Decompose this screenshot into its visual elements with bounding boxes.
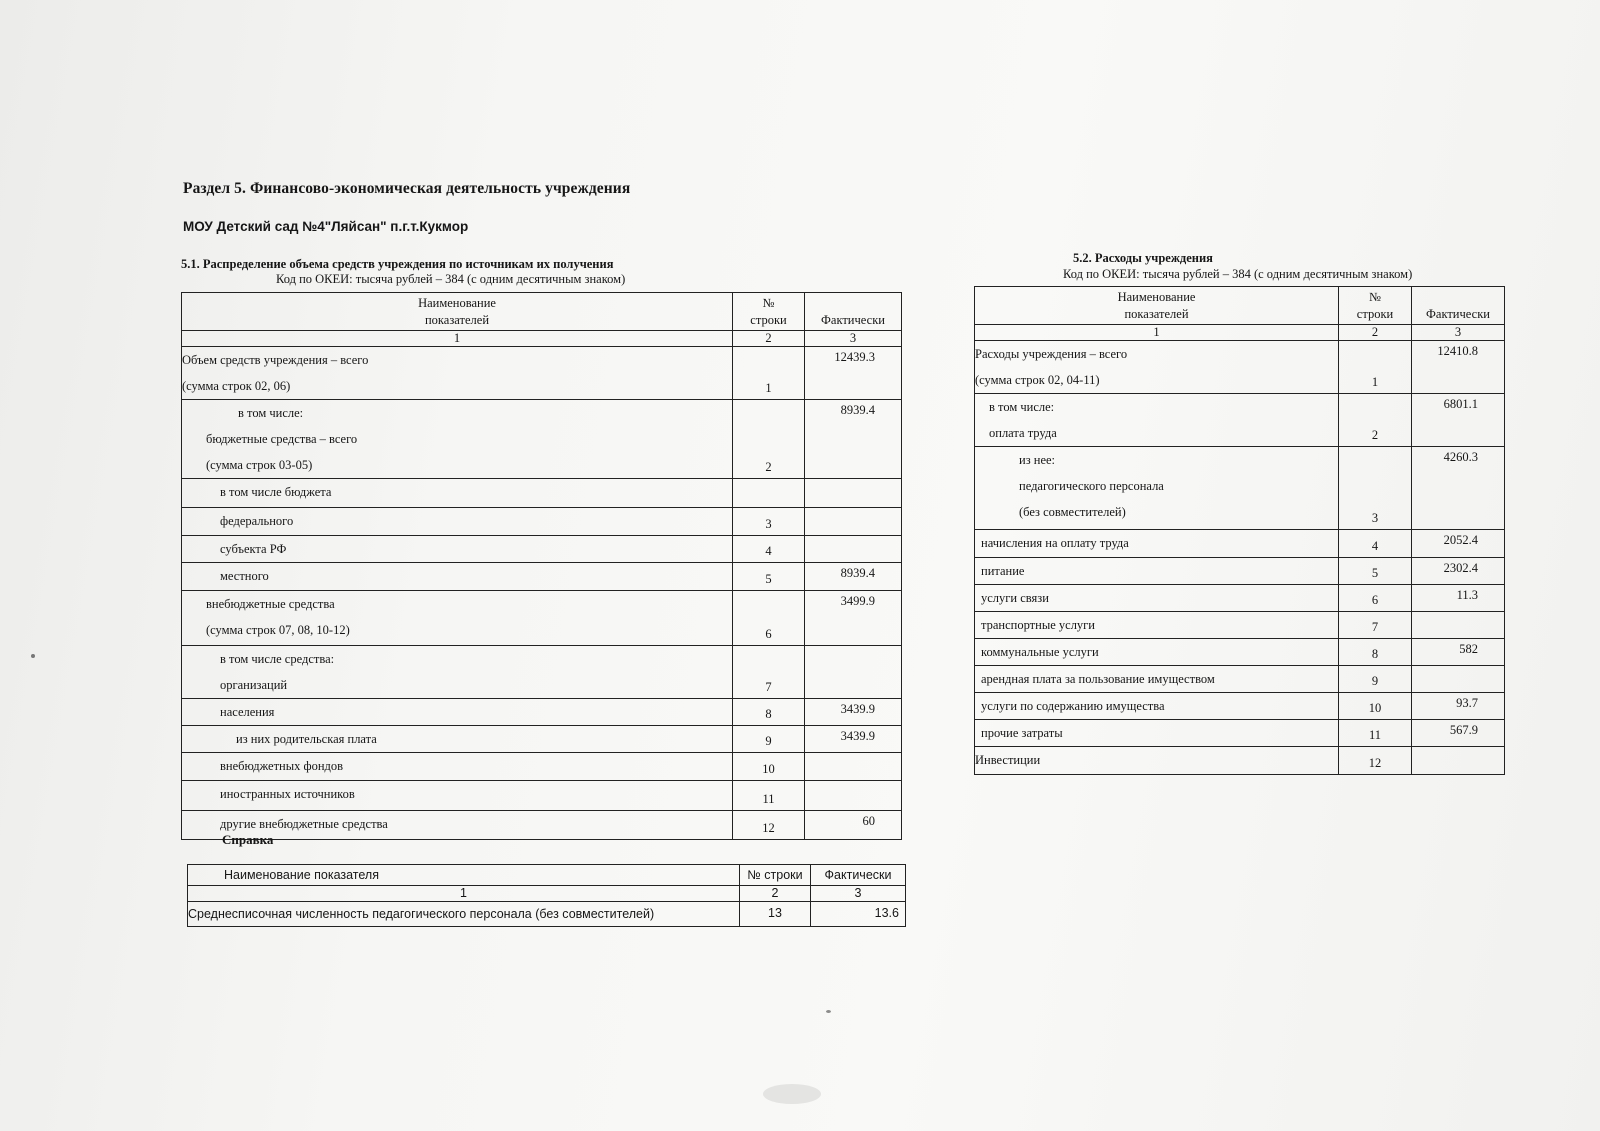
row-num-cell: 6 — [733, 591, 805, 646]
section-5-1-title: 5.1. Распределение объема средств учреждения по источникам их получения — [181, 257, 614, 271]
row-name-line: услуги по содержанию имущества — [981, 699, 1165, 713]
table-row — [975, 558, 1505, 585]
table-row — [975, 747, 1505, 775]
header-name-cell — [975, 287, 1339, 325]
row-num-cell: 10 — [1339, 693, 1412, 720]
row-name-line: (сумма строк 02, 04-11) — [975, 373, 1100, 387]
row-num-cell: 8 — [733, 699, 805, 726]
header-num-line: строки — [750, 313, 787, 327]
organization-name: МОУ Детский сад №4"Ляйсан" п.г.т.Кукмор — [183, 219, 469, 234]
row-name-cell — [182, 563, 733, 591]
scan-smudge-mark — [763, 1084, 821, 1104]
table-row — [975, 693, 1505, 720]
header-num-line: № — [1369, 290, 1381, 304]
row-value-cell: 8939.4 — [805, 563, 902, 591]
row-value-cell: 3499.9 — [805, 591, 902, 646]
row-num-cell: 12 — [733, 811, 805, 840]
reference-header-fact: Фактически — [811, 865, 906, 886]
section-5-2-subtitle: Код по ОКЕИ: тысяча рублей – 384 (с одним десятичным знаком) — [1063, 267, 1413, 281]
row-name-line: транспортные услуги — [981, 618, 1096, 632]
header-num-cell — [733, 293, 805, 331]
scan-dot-mark — [826, 1010, 831, 1013]
row-name-cell — [182, 479, 733, 508]
row-num-cell: 5 — [1339, 558, 1412, 585]
row-name-line: арендная плата за пользование имуществом — [981, 672, 1215, 686]
header-name-line: Наименование — [1117, 290, 1196, 304]
row-name-line: прочие затраты — [981, 726, 1063, 740]
row-name-cell — [975, 666, 1339, 693]
row-name-line: организаций — [220, 678, 288, 692]
row-value-cell — [805, 508, 902, 536]
row-name-line: (сумма строк 02, 06) — [182, 379, 291, 393]
reference-header-name: Наименование показателя — [188, 865, 740, 886]
table-row — [182, 781, 902, 811]
row-name-line: в том числе: — [989, 400, 1055, 414]
row-value-cell: 2302.4 — [1412, 558, 1505, 585]
reference-index-row — [188, 886, 906, 902]
row-name-cell — [182, 591, 733, 646]
row-name-cell — [975, 639, 1339, 666]
index-cell: 2 — [733, 331, 805, 347]
row-name-cell — [975, 585, 1339, 612]
row-value-cell — [1412, 666, 1505, 693]
table-index-row — [975, 325, 1505, 341]
row-name-line: местного — [220, 569, 269, 583]
table-row — [182, 347, 902, 400]
index-cell: 3 — [1412, 325, 1505, 341]
row-name-line: внебюджетных фондов — [220, 759, 344, 773]
row-num-cell: 4 — [733, 536, 805, 563]
table-row — [182, 400, 902, 479]
row-name-line: Инвестиции — [975, 753, 1041, 767]
row-value-cell: 567.9 — [1412, 720, 1505, 747]
row-num-cell: 6 — [1339, 585, 1412, 612]
reference-header-row — [188, 865, 906, 886]
row-num-cell: 2 — [1339, 394, 1412, 447]
row-name-line: субъекта РФ — [220, 542, 287, 556]
reference-table — [187, 864, 906, 927]
reference-row-num: 13 — [740, 902, 811, 927]
row-name-line: другие внебюджетные средства — [220, 817, 388, 831]
table-row — [975, 666, 1505, 693]
row-name-cell — [182, 781, 733, 811]
row-value-cell: 60 — [805, 811, 902, 840]
table-index-row — [182, 331, 902, 347]
row-name-cell — [182, 699, 733, 726]
table-row — [182, 563, 902, 591]
row-name-line: бюджетные средства – всего — [206, 432, 358, 446]
row-name-cell — [182, 753, 733, 781]
row-value-cell — [1412, 612, 1505, 639]
row-num-cell: 5 — [733, 563, 805, 591]
table-row — [975, 639, 1505, 666]
row-name-cell — [975, 747, 1339, 775]
row-value-cell: 12439.3 — [805, 347, 902, 400]
table-row — [182, 536, 902, 563]
row-name-line: из нее: — [1019, 453, 1056, 467]
header-name-cell — [182, 293, 733, 331]
header-num-cell — [1339, 287, 1412, 325]
header-num-line: строки — [1356, 307, 1394, 321]
income-table — [181, 292, 902, 840]
header-fact-cell: Фактически — [1412, 287, 1505, 325]
reference-index-2: 2 — [740, 886, 811, 902]
row-name-line: федерального — [220, 514, 294, 528]
index-cell: 2 — [1339, 325, 1412, 341]
section-5-1-subtitle: Код по ОКЕИ: тысяча рублей – 384 (с одним десятичным знаком) — [276, 272, 626, 286]
row-value-cell: 582 — [1412, 639, 1505, 666]
row-num-cell: 10 — [733, 753, 805, 781]
index-cell: 1 — [975, 325, 1339, 341]
row-value-cell: 6801.1 — [1412, 394, 1505, 447]
table-row — [975, 394, 1505, 447]
row-num-cell: 1 — [1339, 341, 1412, 394]
table-row — [182, 811, 902, 840]
row-value-cell: 4260.3 — [1412, 447, 1505, 530]
scan-dot-mark — [31, 654, 35, 658]
row-name-cell — [975, 693, 1339, 720]
row-value-cell: 2052.4 — [1412, 530, 1505, 558]
row-name-cell — [182, 347, 733, 400]
row-name-cell — [975, 612, 1339, 639]
row-value-cell: 11.3 — [1412, 585, 1505, 612]
row-name-cell — [182, 400, 733, 479]
index-cell: 3 — [805, 331, 902, 347]
row-name-line: в том числе: — [238, 406, 304, 420]
row-num-cell: 1 — [733, 347, 805, 400]
table-row — [182, 699, 902, 726]
row-num-cell: 3 — [1339, 447, 1412, 530]
row-value-cell — [805, 479, 902, 508]
header-name-line: показателей — [424, 313, 490, 327]
row-num-cell: 2 — [733, 400, 805, 479]
reference-row-value: 13.6 — [811, 902, 906, 927]
table-row — [975, 530, 1505, 558]
index-cell: 1 — [182, 331, 733, 347]
row-name-line: услуги связи — [981, 591, 1049, 605]
table-row — [182, 508, 902, 536]
row-name-line: в том числе средства: — [220, 652, 335, 666]
row-num-cell: 11 — [1339, 720, 1412, 747]
row-num-cell: 7 — [733, 646, 805, 699]
row-num-cell — [733, 479, 805, 508]
row-name-cell — [182, 536, 733, 563]
row-name-line: педагогического персонала — [1019, 479, 1164, 493]
row-name-line: внебюджетные средства — [206, 597, 335, 611]
reference-row-name: Среднесписочная численность педагогического персонала (без совместителей) — [188, 902, 740, 927]
reference-title: Справка — [222, 832, 274, 847]
table-row — [182, 591, 902, 646]
section-5-2-title: 5.2. Расходы учреждения — [1073, 251, 1213, 265]
row-name-line: (сумма строк 07, 08, 10-12) — [206, 623, 350, 637]
row-value-cell — [1412, 747, 1505, 775]
row-num-cell: 9 — [1339, 666, 1412, 693]
row-name-line: (сумма строк 03-05) — [206, 458, 313, 472]
table-header-row — [975, 287, 1505, 325]
table-row — [182, 646, 902, 699]
reference-data-row — [188, 902, 906, 927]
row-name-line: оплата труда — [989, 426, 1057, 440]
row-num-cell: 4 — [1339, 530, 1412, 558]
table-row — [975, 447, 1505, 530]
row-value-cell: 3439.9 — [805, 726, 902, 753]
reference-header-num: № строки — [740, 865, 811, 886]
table-row — [975, 341, 1505, 394]
row-value-cell: 12410.8 — [1412, 341, 1505, 394]
row-name-line: питание — [981, 564, 1025, 578]
row-name-line: коммунальные услуги — [981, 645, 1099, 659]
row-name-line: (без совместителей) — [1019, 505, 1126, 519]
row-name-cell — [182, 646, 733, 699]
header-num-line: № — [762, 296, 775, 310]
table-row — [182, 753, 902, 781]
row-name-line: Объем средств учреждения – всего — [182, 353, 369, 367]
row-value-cell — [805, 781, 902, 811]
row-name-cell — [182, 508, 733, 536]
row-value-cell — [805, 536, 902, 563]
row-name-cell — [975, 447, 1339, 530]
row-name-line: начисления на оплату труда — [981, 536, 1129, 550]
row-num-cell: 7 — [1339, 612, 1412, 639]
page-title: Раздел 5. Финансово-экономическая деятельность учреждения — [183, 180, 631, 197]
row-name-line: Расходы учреждения – всего — [975, 347, 1128, 361]
row-value-cell: 3439.9 — [805, 699, 902, 726]
table-row — [975, 612, 1505, 639]
reference-index-3: 3 — [811, 886, 906, 902]
row-value-cell: 93.7 — [1412, 693, 1505, 720]
row-name-cell — [975, 530, 1339, 558]
table-row — [182, 479, 902, 508]
row-num-cell: 3 — [733, 508, 805, 536]
header-name-line: показателей — [1124, 307, 1189, 321]
row-num-cell: 12 — [1339, 747, 1412, 775]
row-value-cell: 8939.4 — [805, 400, 902, 479]
row-name-cell — [975, 558, 1339, 585]
row-name-line: населения — [220, 705, 275, 719]
table-header-row — [182, 293, 902, 331]
row-value-cell — [805, 646, 902, 699]
row-name-line: из них родительская плата — [236, 732, 377, 746]
row-name-cell — [975, 341, 1339, 394]
row-num-cell: 8 — [1339, 639, 1412, 666]
header-name-line: Наименование — [418, 296, 496, 310]
reference-index-1: 1 — [188, 886, 740, 902]
row-num-cell: 11 — [733, 781, 805, 811]
row-name-line: иностранных источников — [220, 787, 355, 801]
row-num-cell: 9 — [733, 726, 805, 753]
row-name-cell — [975, 394, 1339, 447]
table-row — [182, 726, 902, 753]
row-value-cell — [805, 753, 902, 781]
row-name-cell — [182, 726, 733, 753]
expenses-table — [974, 286, 1505, 775]
row-name-line: в том числе бюджета — [220, 485, 332, 499]
table-row — [975, 720, 1505, 747]
table-row — [975, 585, 1505, 612]
row-name-cell — [975, 720, 1339, 747]
header-fact-cell: Фактически — [805, 293, 902, 331]
